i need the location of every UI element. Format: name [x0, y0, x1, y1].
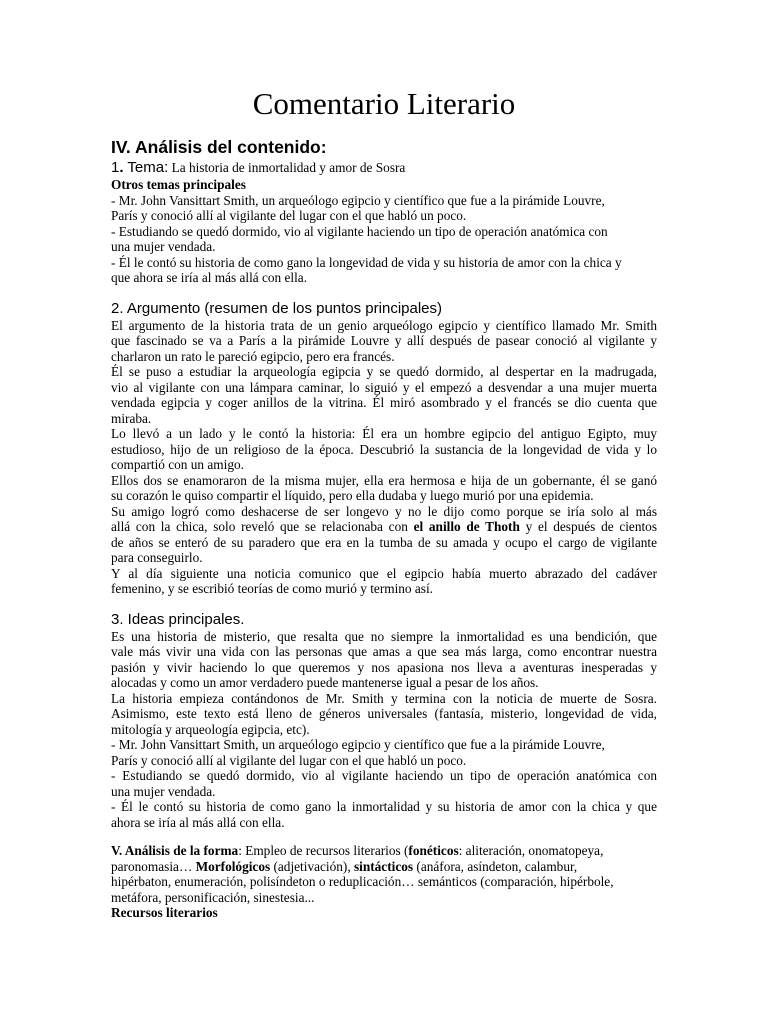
ideas-line: ahora se iría al más allá con ella.	[111, 814, 285, 830]
ideas-line: Asimismo, este texto está lleno de géneros universales (fantasía, misterio, longevidad de vida,	[111, 706, 657, 721]
argumento-line: vio al vigilante con una lámpara caminar, lo siguió y el empezó a desvendar a una mujer muerta	[111, 379, 657, 395]
ideas-heading: 3. Ideas principales.	[111, 610, 245, 628]
otros-temas-line: - Él le contó su historia de como gano la longevidad de vida y su historia de amor con la chica y	[111, 254, 622, 270]
argumento-line: Y al día siguiente una noticia comunico que el egipcio había muerto abrazado del cadáver	[111, 565, 657, 581]
section-5-text: paronomasia…	[111, 858, 196, 874]
ideas-line: La historia empieza contándonos de Mr. Smith y termina con la noticia de muerte de Sosra.	[111, 690, 657, 706]
otros-temas-line: que ahora se iría al más allá con ella.	[111, 270, 308, 285]
anillo-de-thoth-phrase: el anillo de Thoth	[413, 519, 520, 534]
argumento-line: su corazón le quiso compartir el líquido, pero ella dudaba y luego murió por una epidemia.	[111, 488, 594, 503]
argumento-line: Ellos dos se enamoraron de la misma mujer, ella era hermosa e hija de un gobernante, él se ganó	[111, 472, 657, 488]
otros-temas-line: - Estudiando se quedó dormido, vio al vigilante haciendo un tipo de operación anatómica con	[111, 223, 608, 239]
argumento-line: de años se enteró de su paradero que era en la tumba de su amada y ocupo el cargo de vigilante	[111, 534, 657, 550]
otros-temas-heading: Otros temas principales	[111, 177, 246, 192]
argumento-line: compartió con un amigo.	[111, 457, 244, 472]
argumento-line: para conseguirlo.	[111, 550, 203, 565]
argumento-line: Su amigo logró como deshacerse de ser longevo y no le dijo como porque se iría solo al más	[111, 503, 657, 519]
section-5-heading: V. Análisis de la forma	[111, 843, 239, 858]
argumento-line: Él se puso a estudiar la arqueología egipcia y se quedó dormido, al despertar en la madrugada,	[111, 364, 657, 379]
argumento-heading: 2. Argumento (resumen de los puntos principales)	[111, 299, 443, 317]
section-5-text: : aliteración, onomatopeya,	[458, 843, 604, 858]
argumento-line: vendada egipcia y coger anillos de la vitrina. Él miró asombrado y el francés se dio cuenta que	[111, 395, 657, 410]
tema-label: Tema:	[123, 159, 169, 176]
ideas-line: - Mr. John Vansittart Smith, un arqueólogo egipcio y científico que fue a la pirámide Louvre,	[111, 737, 605, 752]
tema-heading	[111, 158, 657, 177]
tema-dot: .	[119, 159, 124, 176]
argumento-line-end: y el después de cientos	[519, 519, 657, 534]
argumento-line-thoth	[111, 519, 657, 535]
argumento-line: miraba.	[111, 410, 152, 426]
section-5-line-4: metáfora, personificación, sinestesia...	[111, 889, 315, 905]
ideas-line: Es una historia de misterio, que resalta que no siempre la inmortalidad es una bendición, que	[111, 628, 657, 644]
page-title: Comentario Literario	[252, 86, 516, 121]
otros-temas-line: París y conoció allí al vigilante del lugar con el que habló un poco.	[111, 208, 467, 223]
ideas-line: París y conoció allí al vigilante del lugar con el que habló un poco.	[111, 752, 467, 768]
section-5-line-2	[111, 859, 657, 875]
ideas-line: - Él le contó su historia de como gano la inmortalidad y su historia de amor con la chica y que	[111, 799, 657, 814]
otros-temas-list	[111, 193, 657, 286]
section-5-text: (anáfora, asíndeton, calambur,	[413, 858, 578, 874]
morfologicos-term: Morfológicos	[195, 858, 271, 874]
section-5-text: (adjetivación),	[270, 858, 354, 874]
argumento-line: femenino, y se escribió teorías de como murió y termino así.	[111, 581, 433, 596]
argumento-line: estudioso, hijo de un religioso de la época. Descubrió la sustancia de la longevidad de vida y lo	[111, 441, 657, 457]
section-5-text: : Empleo de recursos literarios (	[238, 843, 409, 858]
argumento-line: charlaron un rato le pareció egipcio, pero era francés.	[111, 348, 395, 364]
tema-text: La historia de inmortalidad y amor de Sosra	[168, 160, 406, 175]
ideas-line: una mujer vendada.	[111, 783, 216, 799]
ideas-text	[111, 629, 657, 831]
argumento-line: El argumento de la historia trata de un genio arqueólogo egipcio y científico llamado Mr. Smith	[111, 317, 657, 333]
section-4-heading: IV. Análisis del contenido:	[111, 137, 327, 157]
section-5-line-1	[111, 843, 657, 859]
sintacticos-term: sintácticos	[353, 858, 414, 874]
ideas-line: pasión y vivir haciendo lo que queremos y nos apasiona nos lleva a aventuras inesperadas y	[111, 659, 657, 675]
otros-temas-line: - Mr. John Vansittart Smith, un arqueólogo egipcio y científico que fue a la pirámide Louvre,	[111, 192, 605, 208]
ideas-line: vale más vivir una vida con las personas que amas a que sea más larga, como encontrar nuestra	[111, 644, 657, 659]
section-5	[111, 843, 657, 921]
argumento-text	[111, 318, 657, 597]
argumento-line: Lo llevó a un lado y le contó la historia: Él era un hombre egipcio del antiguo Egipto, muy	[111, 426, 657, 441]
foneticos-term: fonéticos	[408, 843, 459, 858]
ideas-line: alocadas y como un amor verdadero puede mantenerse igual a pesar de los años.	[111, 675, 539, 690]
tema-number: 1	[111, 159, 120, 176]
argumento-line-start: allá con la chica, solo reveló que se relacionaba con	[111, 519, 414, 534]
argumento-line: que fascinado se va a París a la pirámide Louvre y allí después de pasear conoció al vigilante y	[111, 333, 657, 348]
otros-temas-line: una mujer vendada.	[111, 239, 216, 254]
recursos-literarios-heading: Recursos literarios	[111, 905, 218, 920]
ideas-line: - Estudiando se quedó dormido, vio al vigilante haciendo un tipo de operación anatómica con	[111, 768, 657, 783]
ideas-line: mitología y arqueología egipcia, etc).	[111, 721, 310, 737]
section-5-line-3: hipérbaton, enumeración, polisíndeton o reduplicación… semánticos (comparación, hipérbole,	[111, 874, 614, 889]
